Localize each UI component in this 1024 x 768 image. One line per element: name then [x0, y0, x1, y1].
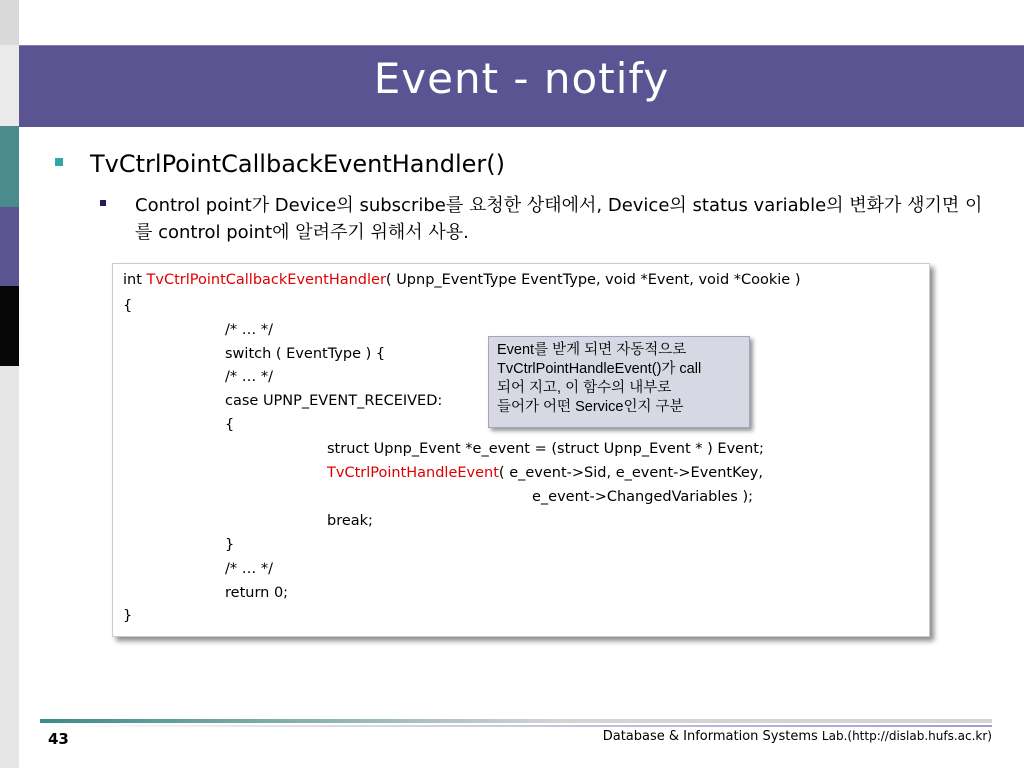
note-line: 들어가 어떤 Service인지 구분 [497, 399, 684, 415]
callout-note [488, 336, 750, 428]
code-line: switch ( EventType ) { [225, 346, 386, 362]
code-line: struct Upnp_Event *e_event = (struct Upnp_Event * ) Event; [327, 441, 764, 457]
code-keyword: int [123, 272, 147, 288]
note-line: TvCtrlPointHandleEvent()가 call [497, 361, 702, 377]
code-params: ( Upnp_EventType EventType, void *Event, void *Cookie ) [385, 272, 801, 288]
code-line: /* … */ [225, 369, 273, 385]
code-line: /* … */ [225, 322, 273, 338]
title-bar [19, 45, 1024, 127]
code-line [123, 272, 801, 288]
note-line: Event를 받게 되면 자동적으로 [497, 342, 687, 358]
code-line: return 0; [225, 585, 289, 601]
footer-divider [40, 719, 992, 723]
bullet-square-icon [100, 200, 106, 206]
bullet-square-icon [55, 158, 63, 166]
code-line [327, 465, 763, 481]
code-line: case UPNP_EVENT_RECEIVED: [225, 393, 443, 409]
code-line: /* … */ [225, 561, 273, 577]
bullet-level2-text: Control point가 Device의 subscribe를 요청한 상태에서, Device의 status variable의 변화가 생기면 이를 control point에 알려주기 위해서 사용. [135, 195, 983, 243]
code-line: } [123, 608, 133, 624]
code-line: { [225, 417, 235, 433]
code-function-name: TvCtrlPointCallbackEventHandler [146, 272, 386, 288]
code-line: } [225, 537, 235, 553]
code-box [112, 263, 930, 637]
code-function-name: TvCtrlPointHandleEvent [327, 465, 499, 481]
footer-lab-name: Database & Information Systems [602, 729, 822, 744]
note-line: 되어 지고, 이 함수의 내부로 [497, 380, 672, 396]
footer-lab-url: Lab.(http://dislab.hufs.ac.kr) [821, 729, 992, 743]
code-line: { [123, 298, 133, 314]
footer-lab-credit [603, 729, 992, 744]
left-strip-segment [0, 366, 19, 768]
left-strip-segment [0, 45, 19, 126]
left-strip-segment [0, 0, 19, 45]
code-line: break; [327, 513, 373, 529]
bullet-level1-text: TvCtrlPointCallbackEventHandler() [90, 150, 505, 178]
code-line: e_event->ChangedVariables ); [532, 489, 753, 505]
code-args: ( e_event->Sid, e_event->EventKey, [498, 465, 763, 481]
left-strip-segment [0, 126, 19, 207]
left-strip-segment [0, 286, 19, 366]
left-strip-segment [0, 207, 19, 286]
footer-divider [40, 725, 992, 727]
slide-title: Event - notify [373, 54, 670, 103]
page-number: 43 [48, 730, 69, 748]
